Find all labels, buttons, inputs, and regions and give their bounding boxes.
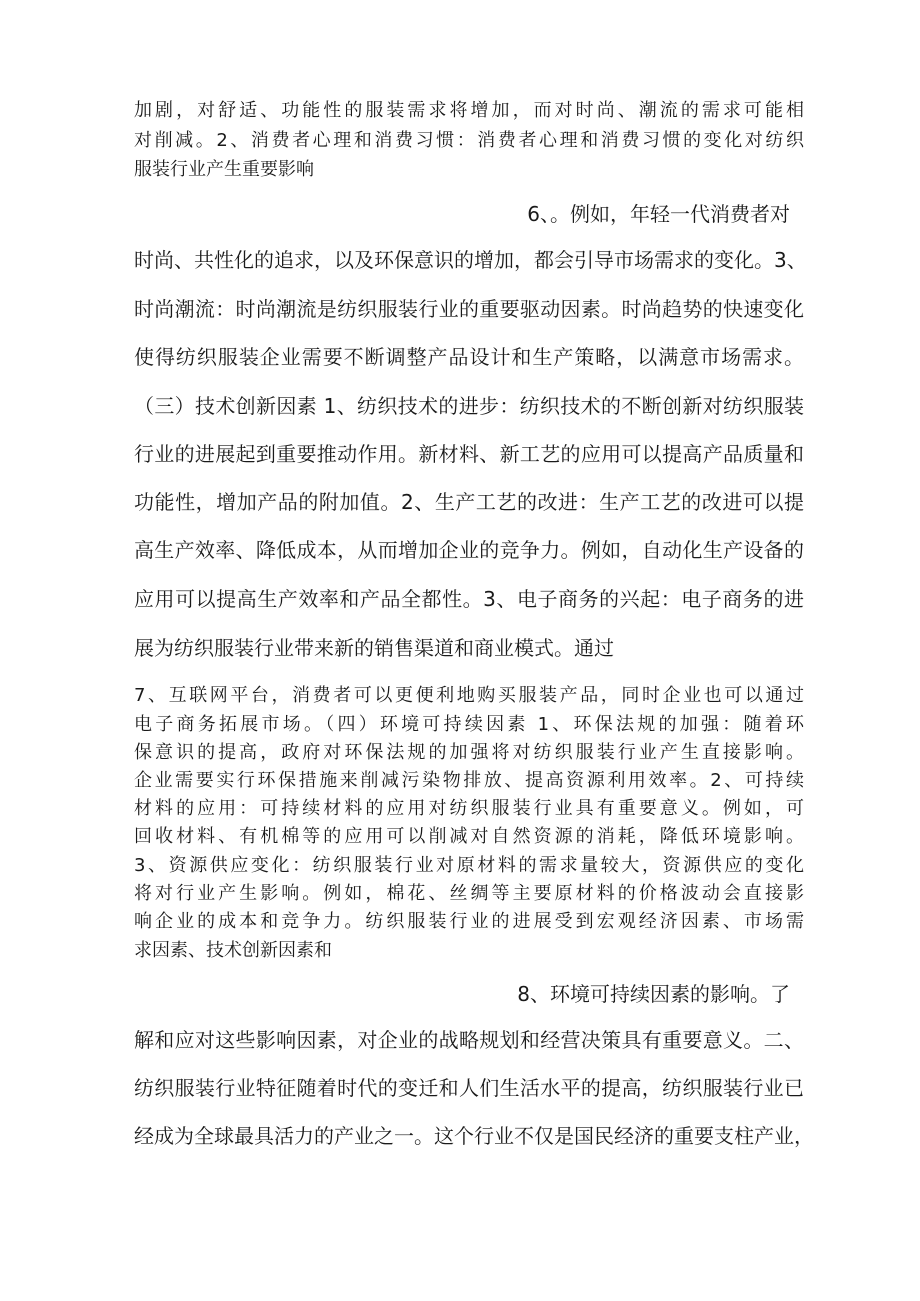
- section-marker-6: 6、。例如，年轻一代消费者对: [527, 202, 790, 226]
- text-line: 展为纺织服装行业带来新的销售渠道和商业模式。通过: [134, 636, 614, 660]
- text-line: 服装行业产生重要影响: [134, 159, 314, 180]
- text-line: 解和应对这些影响因素，对企业的战略规划和经营决策具有重要意义。二、: [134, 1028, 804, 1052]
- text-line: 求因素、技术创新因素和: [134, 940, 332, 961]
- text-line: 纺织服装行业特征随着时代的变迁和人们生活水平的提高，纺织服装行业已: [134, 1076, 804, 1100]
- text-line: 时尚潮流：时尚潮流是纺织服装行业的重要驱动因素。时尚趋势的快速变化: [134, 297, 804, 321]
- text-line: 加剧，对舒适、功能性的服装需求将增加，而对时尚、潮流的需求可能相: [134, 100, 804, 121]
- text-line: 高生产效率、降低成本，从而增加企业的竞争力。例如，自动化生产设备的: [134, 538, 804, 562]
- text-line: 功能性，增加产品的附加值。2、生产工艺的改进：生产工艺的改进可以提: [134, 490, 804, 514]
- text-line: 保意识的提高，政府对环保法规的加强将对纺织服装行业产生直接影响。: [134, 742, 804, 763]
- text-line: 3、资源供应变化：纺织服装行业对原材料的需求量较大，资源供应的变化: [134, 855, 804, 876]
- text-line: 回收材料、有机棉等的应用可以削减对自然资源的消耗，降低环境影响。: [134, 826, 804, 847]
- section-marker-8: 8、环境可持续因素的影响。了: [517, 982, 790, 1006]
- text-line: 电子商务拓展市场。（四）环境可持续因素 1、环保法规的加强：随着环: [134, 714, 804, 735]
- text-line: 将对行业产生影响。例如，棉花、丝绸等主要原材料的价格波动会直接影: [134, 883, 804, 904]
- text-line: 对削减。2、消费者心理和消费习惯：消费者心理和消费习惯的变化对纺织: [134, 130, 804, 151]
- text-line: 材料的应用：可持续材料的应用对纺织服装行业具有重要意义。例如，可: [134, 798, 804, 819]
- text-line: 企业需要实行环保措施来削减污染物排放、提高资源利用效率。2、可持续: [134, 770, 804, 791]
- text-line: （三）技术创新因素 1、纺织技术的进步：纺织技术的不断创新对纺织服装: [134, 394, 804, 418]
- text-line: 行业的进展起到重要推动作用。新材料、新工艺的应用可以提高产品质量和: [134, 442, 804, 466]
- text-line: 使得纺织服装企业需要不断调整产品设计和生产策略，以满意市场需求。: [134, 345, 804, 369]
- text-line: 响企业的成本和竞争力。纺织服装行业的进展受到宏观经济因素、市场需: [134, 911, 804, 932]
- text-line: 7、互联网平台，消费者可以更便利地购买服装产品，同时企业也可以通过: [134, 685, 804, 706]
- text-line: 应用可以提高生产效率和产品全都性。3、电子商务的兴起：电子商务的进: [134, 587, 804, 611]
- text-line: 时尚、共性化的追求，以及环保意识的增加，都会引导市场需求的变化。3、: [134, 248, 807, 272]
- text-line: 经成为全球最具活力的产业之一。这个行业不仅是国民经济的重要支柱产业，: [134, 1124, 814, 1148]
